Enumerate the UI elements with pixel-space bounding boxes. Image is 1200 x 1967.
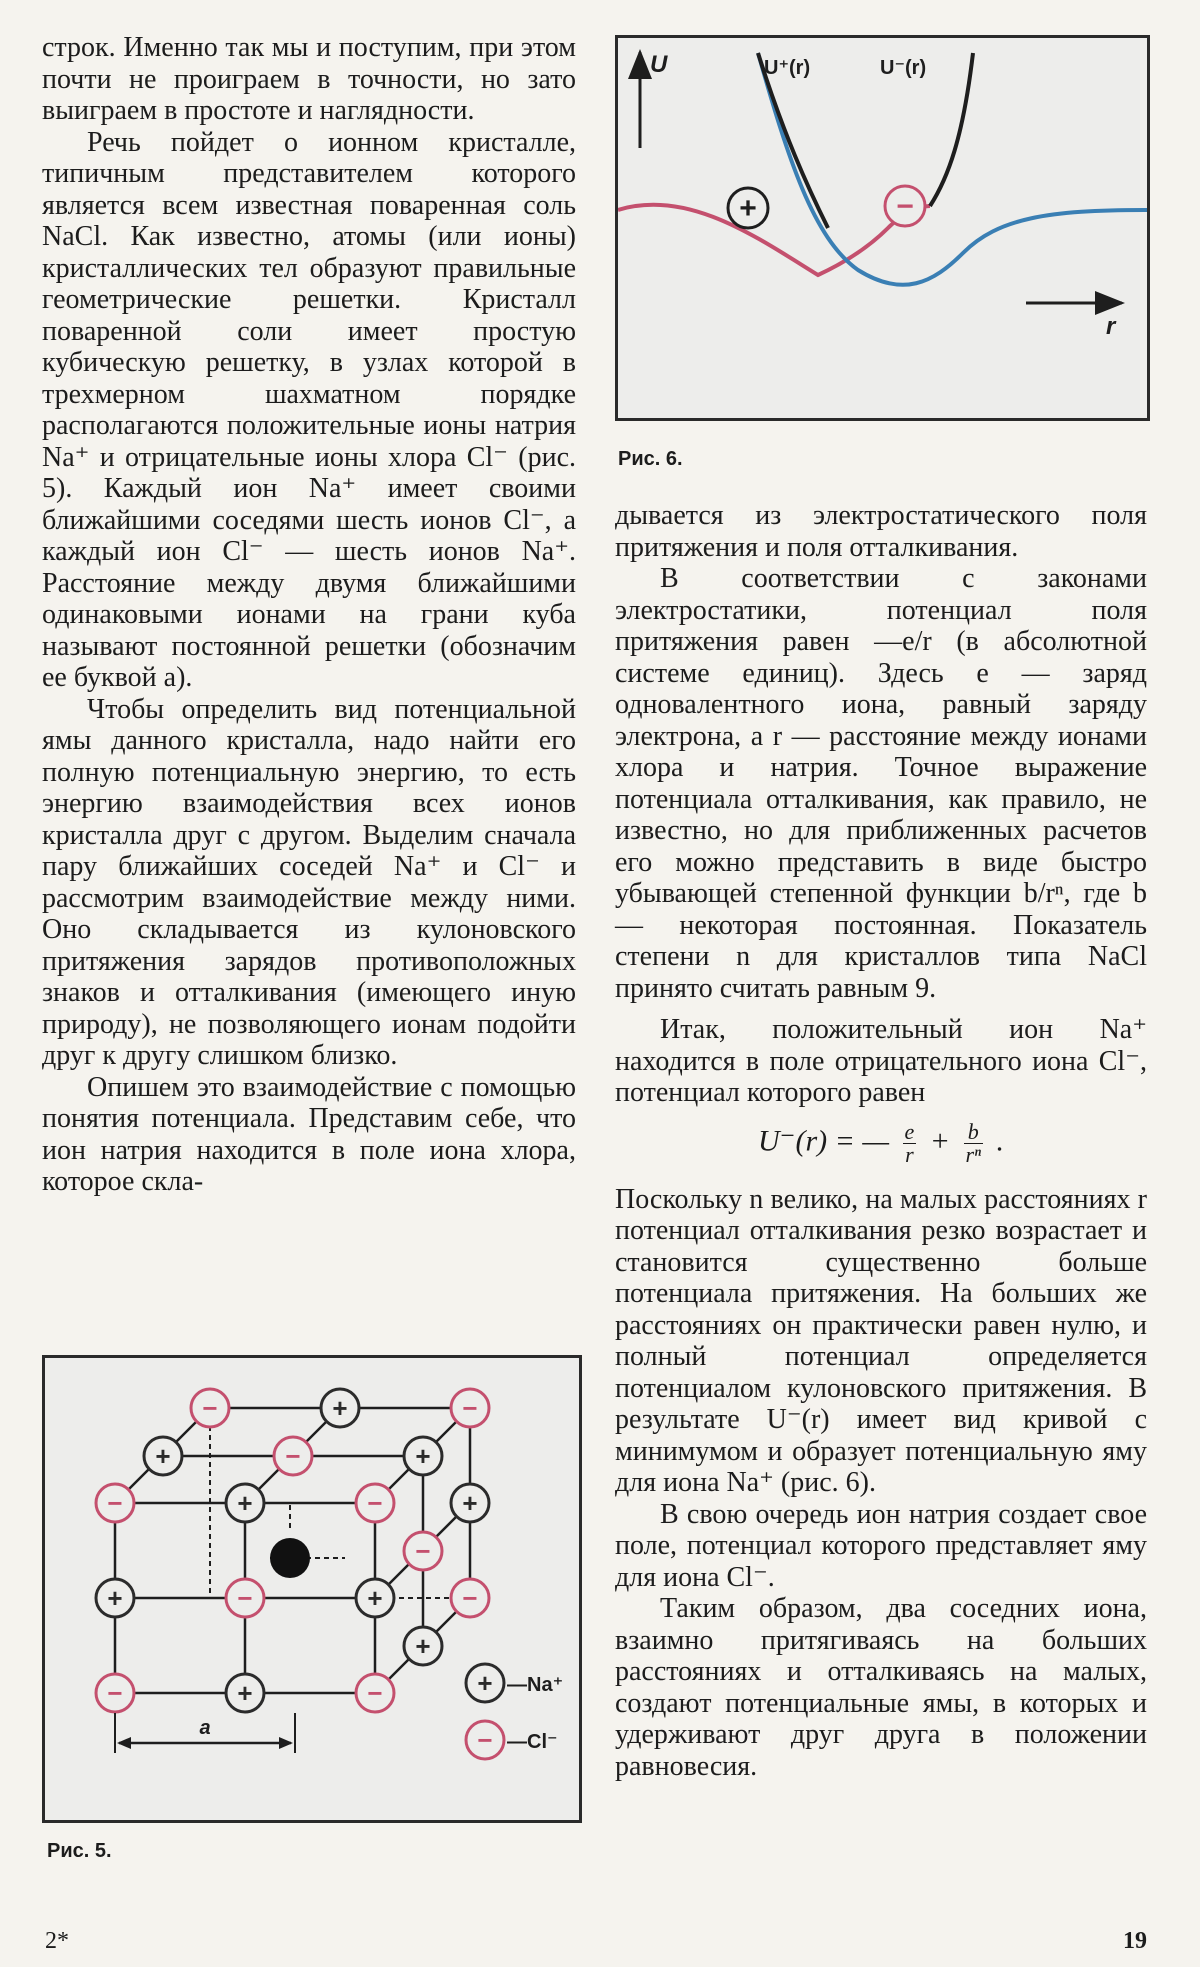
formula-den-rn: rⁿ: [965, 1141, 982, 1167]
ion-node: [356, 1674, 394, 1712]
svg-text:−: −: [202, 1393, 218, 1423]
figure-5-caption: Рис. 5.: [47, 1840, 112, 1862]
svg-text:+: +: [237, 1678, 253, 1708]
svg-text:−: −: [107, 1488, 123, 1518]
red-curve-well: [618, 205, 930, 275]
page-number: 19: [1123, 1928, 1147, 1954]
lattice-constant-marker: [115, 1713, 295, 1753]
svg-text:+: +: [462, 1488, 478, 1518]
left-paragraph-4: Опишем это взаимодействие с помощью понятия потенциала. Представим себе, что ион натрия находится в поле иона хлора, которое скла-: [42, 1071, 576, 1197]
formula-plus: +: [929, 1123, 951, 1157]
svg-text:−: −: [237, 1583, 253, 1613]
ion-node: [274, 1437, 312, 1475]
svg-text:+: +: [415, 1631, 431, 1661]
ion-node: [96, 1579, 134, 1617]
central-ion: [270, 1538, 310, 1578]
ion-node: [96, 1484, 134, 1522]
svg-text:+: +: [415, 1441, 431, 1471]
formula-end: .: [996, 1123, 1005, 1157]
ion-node: [404, 1437, 442, 1475]
svg-text:−: −: [107, 1678, 123, 1708]
u-plus-label: U⁺(r): [764, 57, 811, 79]
plus-ion-symbol: +: [739, 192, 757, 225]
svg-text:+: +: [107, 1583, 123, 1613]
svg-text:−: −: [367, 1488, 383, 1518]
right-paragraph-6: Таким образом, два соседних иона, взаимно притягиваясь на больших расстояниях и отталкиваясь на малых, создают потенциальные ямы, в которых и удерживают друг друга в положении равновесия.: [615, 1593, 1147, 1782]
figure-5-nacl-lattice: [42, 1355, 582, 1823]
formula-den-r: r: [905, 1141, 914, 1167]
left-paragraph-1: строк. Именно так мы и поступим, при этом почти не проиграем в точности, но зато выиграем в простоте и наглядности.: [42, 32, 576, 126]
right-paragraph-4: Поскольку n велико, на малых расстояниях r потенциал отталкивания резко возрастает и становится существенно больше потенциала притяжения. На больших же расстояниях он практически равен нулю, и полный потенциал определяется потенциалом кулоновского притяжения. В результате U⁻(r) имеет вид кривой с минимумом и образует потенциальную яму для иона Na⁺ (рис. 6).: [615, 1183, 1147, 1498]
right-paragraph-2: В соответствии с законами электростатики, потенциал поля притяжения равен —e/r (в абсолютной системе единиц). Здесь e — заряд одновалентного иона, равный заряду электрона, а r — расстояние между ионами хлора и натрия. Точное выражение потенциала отталкивания, как правило, не известно, но для приближенных расчетов его можно представить в виде быстро убывающей степенной функции b/rⁿ, где b — некоторая постоянная. Показатель степени n для кристаллов типа NaCl принято считать равным 9.: [615, 563, 1147, 1004]
ion-node: [96, 1674, 134, 1712]
right-column: [615, 500, 1147, 1782]
formula-num-e: e: [904, 1118, 915, 1144]
left-paragraph-2: Речь пойдет о ионном кристалле, типичным представителем которого является всем известная поваренная соль NaCl. Как известно, атомы (или ионы) кристаллических тел образуют правильные геометрические решетки. Кристалл поваренной соли имеет простую кубическую решетку, в узлах которой в трехмерном шахматном порядке располагаются положительные ионы натрия Na⁺ и отрицательные ионы хлора Cl⁻ (рис. 5). Каждый ион Na⁺ имеет своими ближайшими соседями шесть ионов Cl⁻, а каждый ион Cl⁻ — шесть ионов Na⁺. Расстояние между двумя ближайшими одинаковыми ионами на грани куба называют постоянной решетки (обозначим ее буквой a).: [42, 126, 576, 693]
right-paragraph-1: дывается из электростатического поля притяжения и поля отталкивания.: [615, 500, 1147, 563]
legend-na-label: —Na⁺: [507, 1674, 564, 1696]
ion-node: [356, 1484, 394, 1522]
svg-text:−: −: [462, 1583, 478, 1613]
svg-text:+: +: [332, 1393, 348, 1423]
figure-6-caption: Рис. 6.: [618, 448, 683, 470]
left-column: [42, 32, 576, 1198]
left-paragraph-3: Чтобы определить вид потенциальной ямы данного кристалла, надо найти его полную потенциальную энергию, то есть энергию взаимодействия всех ионов кристалла друг с другом. Выделим сначала пару ближайших соседей Na⁺ и Cl⁻ и рассмотрим взаимодействие между ними. Оно складывается из кулоновского притяжения зарядов противоположных знаков и отталкивания (имеющего иную природу), не позволяющего ионам подойти друг к другу слишком близко.: [42, 693, 576, 1071]
minus-ion-symbol: −: [896, 190, 914, 223]
legend-na: [466, 1664, 563, 1702]
ion-node: [356, 1579, 394, 1617]
ion-node: [144, 1437, 182, 1475]
figure-5-lattice-drawing: [45, 1358, 579, 1820]
ion-node: [226, 1484, 264, 1522]
ion-node: [451, 1484, 489, 1522]
ion-node: [451, 1389, 489, 1427]
ion-node: [404, 1532, 442, 1570]
legend-cl-label: —Cl⁻: [507, 1731, 558, 1753]
svg-text:−: −: [415, 1536, 431, 1566]
right-paragraph-5: В свою очередь ион натрия создает свое поле, потенциал которого представляет яму для иона Cl⁻.: [615, 1498, 1147, 1593]
right-paragraph-3: Итак, положительный ион Na⁺ находится в поле отрицательного иона Cl⁻, потенциал которого равен: [615, 1014, 1147, 1108]
figure-6-plot: [618, 38, 1147, 418]
x-axis-label: r: [1106, 313, 1116, 340]
formula-num-b: b: [964, 1121, 984, 1144]
formula-fraction-b-rn: [964, 1118, 984, 1167]
legend-cl: [466, 1721, 558, 1759]
blue-curve-well: [758, 53, 1147, 285]
ion-node: [321, 1389, 359, 1427]
ion-node: [451, 1579, 489, 1617]
ion-node: [226, 1674, 264, 1712]
u-minus-curve-branch: [930, 53, 973, 206]
svg-text:−: −: [367, 1678, 383, 1708]
svg-text:−: −: [477, 1725, 493, 1755]
svg-text:+: +: [367, 1583, 383, 1613]
potential-formula: [615, 1118, 1147, 1167]
formula-lhs: U⁻(r) = —: [757, 1123, 890, 1157]
ion-node: [226, 1579, 264, 1617]
lattice-constant-label: a: [199, 1717, 211, 1739]
svg-text:+: +: [477, 1668, 493, 1698]
svg-text:−: −: [462, 1393, 478, 1423]
svg-text:−: −: [285, 1441, 301, 1471]
svg-text:+: +: [155, 1441, 171, 1471]
ion-node: [191, 1389, 229, 1427]
figure-6-potential-curves: [615, 35, 1150, 421]
signature-mark: 2*: [45, 1928, 69, 1954]
y-axis-label: U: [650, 51, 668, 78]
svg-text:+: +: [237, 1488, 253, 1518]
ion-node: [404, 1627, 442, 1665]
formula-fraction-e-r: [903, 1118, 917, 1167]
u-minus-label: U⁻(r): [880, 57, 927, 79]
